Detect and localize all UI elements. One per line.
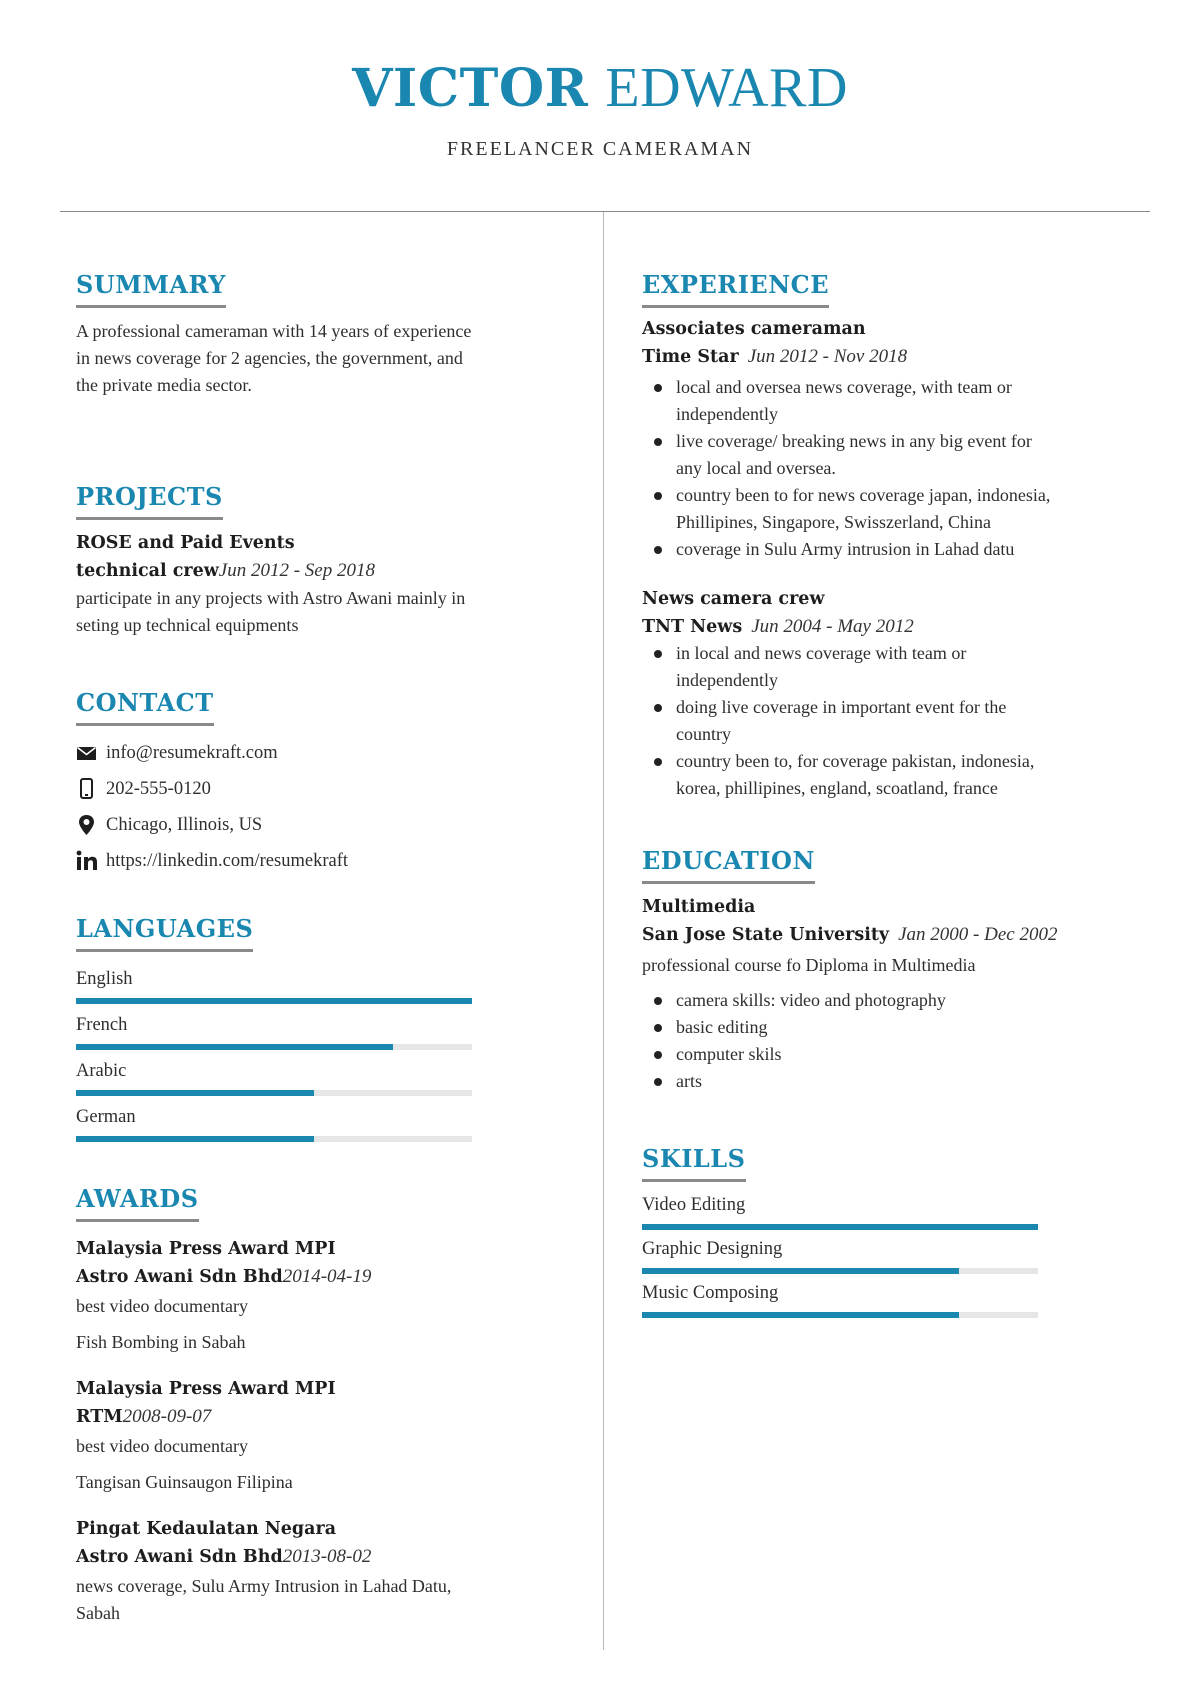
- award-title: Malaysia Press Award MPI: [76, 1239, 336, 1259]
- bullet-line: doing live coverage in important event for the: [676, 697, 1007, 717]
- bullet-line: country been to, for coverage pakistan, indonesia,: [676, 751, 1035, 771]
- education-description: professional course fo Diploma in Multimedia: [642, 955, 976, 975]
- summary-line: in news coverage for 2 agencies, the government, and: [76, 348, 463, 368]
- experience-company: Time Star: [642, 347, 739, 367]
- languages-heading: LANGUAGES: [76, 914, 253, 952]
- experience-item: [642, 586, 914, 641]
- education-dates: Jan 2000 - Dec 2002: [898, 924, 1058, 945]
- language-item: [76, 1012, 472, 1050]
- language-level-fill: [76, 1136, 314, 1142]
- experience-item: [642, 316, 907, 371]
- language-item: [76, 1104, 472, 1142]
- language-item: [76, 1058, 472, 1096]
- award-work: Tangisan Guinsaugon Filipina: [76, 1472, 293, 1492]
- contact-email: [76, 738, 576, 768]
- experience-dates: Jun 2004 - May 2012: [751, 616, 914, 637]
- award-work: Sabah: [76, 1603, 120, 1623]
- education-bullet: basic editing: [642, 1014, 1142, 1041]
- full-name: [0, 58, 1200, 119]
- language-level-bar: [76, 998, 472, 1004]
- skill-level-bar: [642, 1268, 1038, 1274]
- contact-linkedin: [76, 846, 576, 876]
- summary-line: the private media sector.: [76, 375, 252, 395]
- awards-heading: AWARDS: [76, 1184, 199, 1222]
- language-name: German: [76, 1107, 136, 1127]
- bullet-line: local and oversea news coverage, with team or: [676, 377, 1012, 397]
- experience-bullet: [642, 748, 1142, 802]
- map-pin-icon: [76, 814, 98, 836]
- experience-dates: Jun 2012 - Nov 2018: [747, 346, 908, 367]
- experience-company: TNT News: [642, 617, 743, 637]
- award-work: Fish Bombing in Sabah: [76, 1332, 246, 1352]
- envelope-icon: [76, 742, 98, 764]
- first-name: VICTOR: [352, 58, 589, 119]
- skill-item: [642, 1236, 1038, 1274]
- experience-role: News camera crew: [642, 589, 825, 609]
- skill-name: Video Editing: [642, 1195, 746, 1215]
- education-degree: Multimedia: [642, 897, 756, 917]
- bullet-line: in local and news coverage with team or: [676, 643, 967, 663]
- language-level-bar: [76, 1090, 472, 1096]
- award-title: Pingat Kedaulatan Negara: [76, 1519, 337, 1539]
- bullet-line: independently: [676, 404, 778, 424]
- linkedin-value: https://linkedin.com/resumekraft: [106, 851, 348, 871]
- education-bullet: computer skils: [642, 1041, 1142, 1068]
- award-item: [76, 1236, 371, 1356]
- bullet-line: live coverage/ breaking news in any big event for: [676, 431, 1032, 451]
- resume-header: [0, 0, 1200, 212]
- skill-level-fill: [642, 1224, 1038, 1230]
- skill-name: Graphic Designing: [642, 1239, 783, 1259]
- summary-heading: SUMMARY: [76, 270, 226, 308]
- award-date: 2014-04-19: [282, 1266, 372, 1287]
- location-value: Chicago, Illinois, US: [106, 815, 263, 835]
- contact-location: [76, 810, 576, 840]
- skills-heading: SKILLS: [642, 1144, 746, 1182]
- experience-bullets: [642, 640, 1142, 802]
- award-category: news coverage, Sulu Army Intrusion in Lahad Datu,: [76, 1576, 452, 1596]
- education-school: San Jose State University: [642, 925, 890, 945]
- experience-bullet: [642, 640, 1142, 694]
- education-item: [642, 894, 1057, 979]
- experience-bullet: [642, 482, 1142, 536]
- award-org: Astro Awani Sdn Bhd: [76, 1547, 283, 1567]
- project-description-line: seting up technical equipments: [76, 615, 299, 635]
- award-item: [76, 1516, 451, 1627]
- education-heading: EDUCATION: [642, 846, 815, 884]
- skill-level-fill: [642, 1312, 959, 1318]
- language-level-bar: [76, 1044, 472, 1050]
- experience-role: Associates cameraman: [642, 319, 866, 339]
- skill-item: [642, 1280, 1038, 1318]
- skill-level-bar: [642, 1312, 1038, 1318]
- bullet-line: country been to for news coverage japan, indonesia,: [676, 485, 1051, 505]
- bullet-line: any local and oversea.: [676, 458, 836, 478]
- project-role: technical crew: [76, 561, 219, 581]
- summary-line: A professional cameraman with 14 years of experience: [76, 321, 472, 341]
- experience-bullet: [642, 694, 1142, 748]
- bullet-line: korea, phillipines, england, scoatland, france: [676, 778, 998, 798]
- header-divider: [60, 211, 1150, 212]
- education-bullet: arts: [642, 1068, 1142, 1095]
- bullet-line: independently: [676, 670, 778, 690]
- award-date: 2008-09-07: [122, 1406, 212, 1427]
- bullet-line: country: [676, 724, 731, 744]
- skill-level-bar: [642, 1224, 1038, 1230]
- column-divider: [603, 212, 604, 1650]
- bullet-line: Phillipines, Singapore, Swisszerland, China: [676, 512, 991, 532]
- skill-item: [642, 1192, 1038, 1230]
- experience-heading: EXPERIENCE: [642, 270, 829, 308]
- phone-value: 202-555-0120: [106, 779, 211, 799]
- email-value: info@resumekraft.com: [106, 743, 278, 763]
- skill-name: Music Composing: [642, 1283, 779, 1303]
- projects-heading: PROJECTS: [76, 482, 223, 520]
- language-name: Arabic: [76, 1061, 127, 1081]
- language-level-fill: [76, 1090, 314, 1096]
- language-level-bar: [76, 1136, 472, 1142]
- mobile-phone-icon: [76, 778, 98, 800]
- project-name: ROSE and Paid Events: [76, 533, 295, 553]
- experience-bullet: [642, 374, 1142, 428]
- education-bullets: [642, 987, 1142, 1095]
- language-level-fill: [76, 1044, 393, 1050]
- experience-bullet: [642, 536, 1142, 563]
- award-category: best video documentary: [76, 1436, 248, 1456]
- award-org: Astro Awani Sdn Bhd: [76, 1267, 283, 1287]
- project-item: [76, 530, 465, 639]
- award-org: RTM: [76, 1407, 123, 1427]
- contact-phone: [76, 774, 576, 804]
- job-title: FREELANCER CAMERAMAN: [446, 138, 754, 160]
- education-bullet: camera skills: video and photography: [642, 987, 1142, 1014]
- bullet-line: coverage in Sulu Army intrusion in Lahad datu: [676, 539, 1015, 559]
- linkedin-icon: [76, 850, 98, 872]
- skill-level-fill: [642, 1268, 959, 1274]
- award-title: Malaysia Press Award MPI: [76, 1379, 336, 1399]
- project-dates: Jun 2012 - Sep 2018: [218, 560, 375, 581]
- project-description-line: participate in any projects with Astro Awani mainly in: [76, 588, 466, 608]
- language-name: English: [76, 969, 133, 989]
- summary-text: [76, 318, 471, 399]
- experience-bullets: [642, 374, 1142, 563]
- language-item: [76, 966, 472, 1004]
- award-category: best video documentary: [76, 1296, 248, 1316]
- last-name: EDWARD: [605, 57, 848, 119]
- language-name: French: [76, 1015, 128, 1035]
- contact-heading: CONTACT: [76, 688, 214, 726]
- experience-bullet: [642, 428, 1142, 482]
- award-item: [76, 1376, 336, 1496]
- award-date: 2013-08-02: [282, 1546, 372, 1567]
- language-level-fill: [76, 998, 472, 1004]
